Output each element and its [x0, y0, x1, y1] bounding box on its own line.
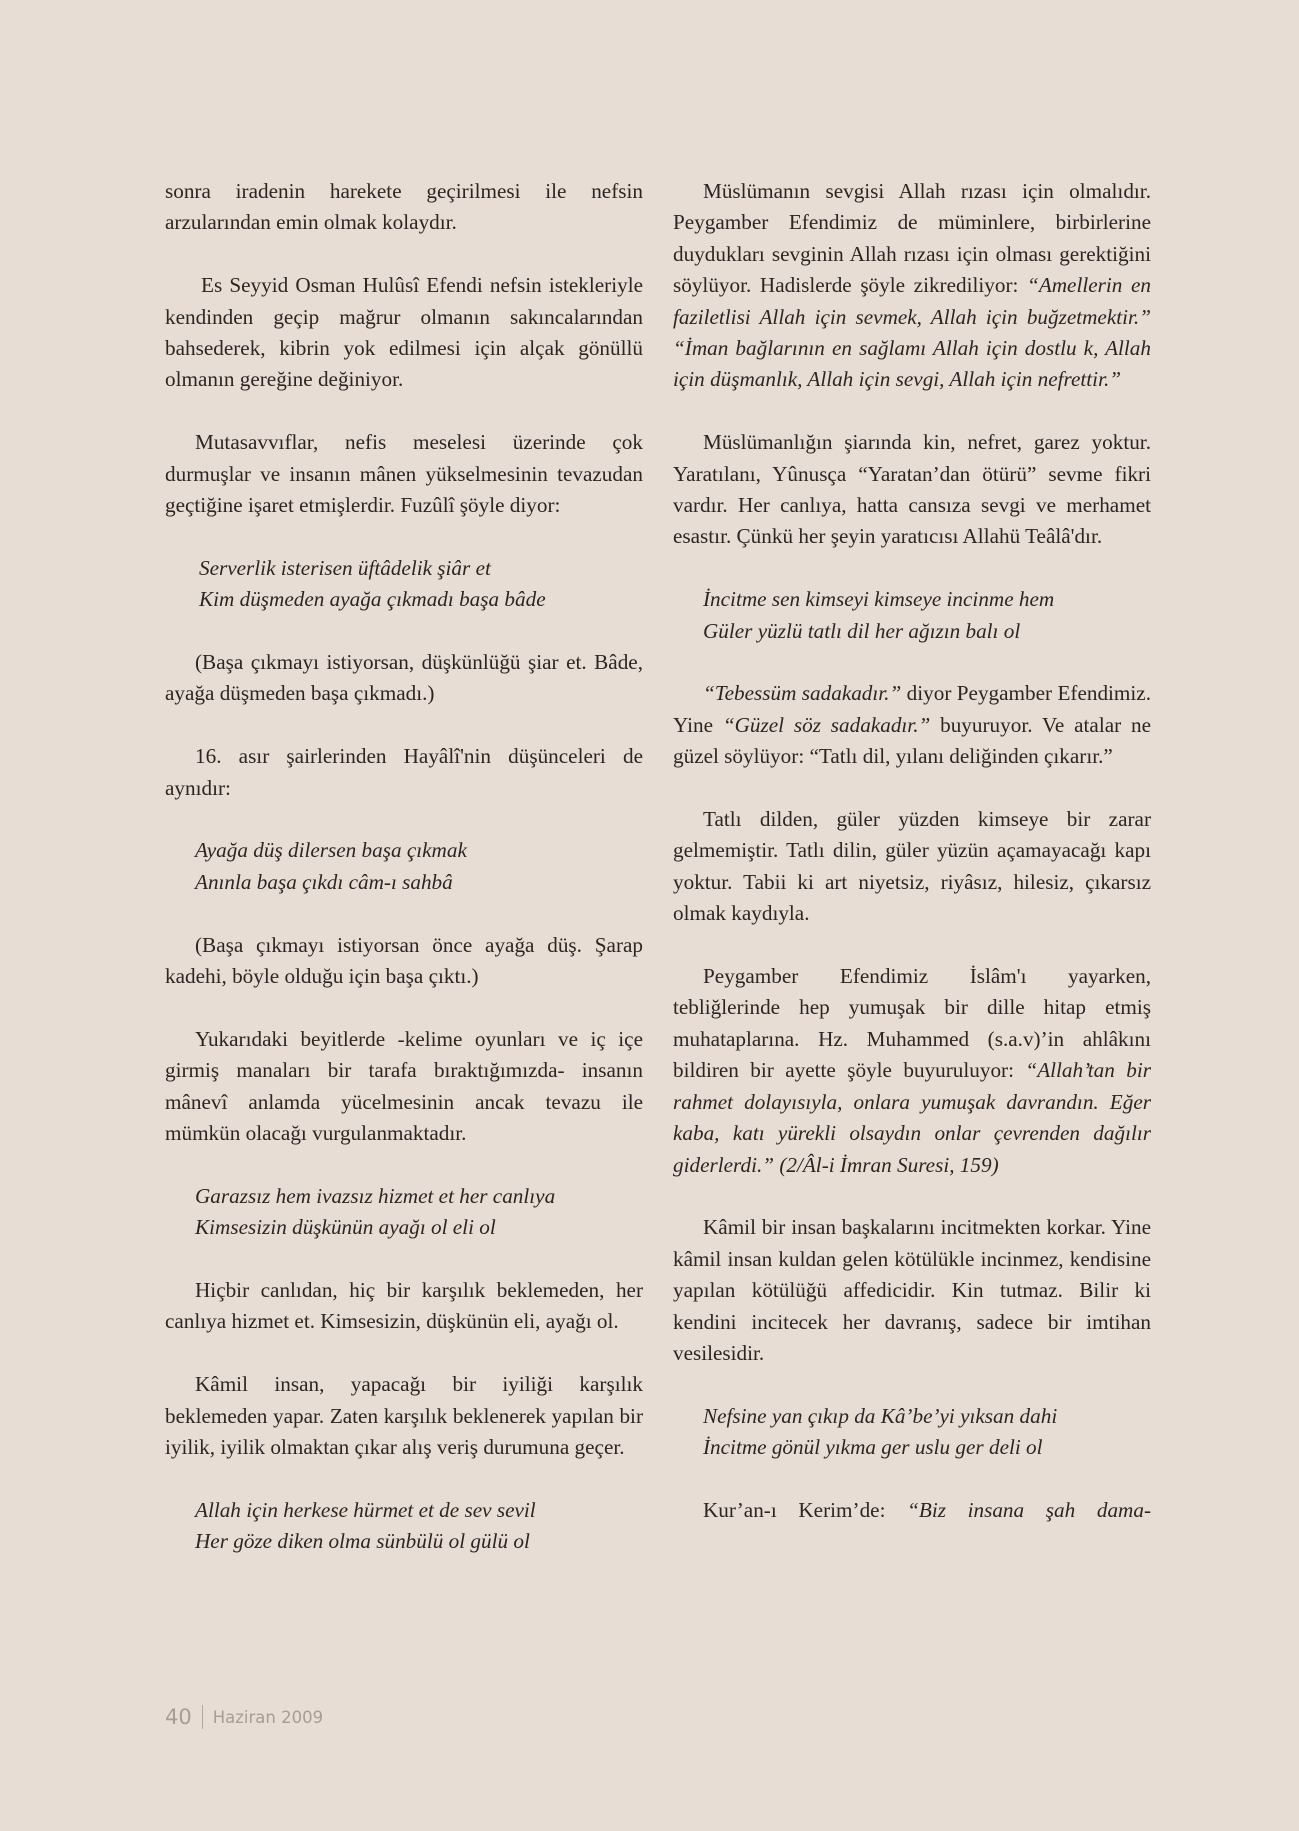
- paragraph-text: Peygamber Efendimiz İslâm'ı yayarken, tebliğlerinde hep yumuşak bir dille hitap etmiş muhataplarına. Hz. Muhammed (s.a.v)’in ahlâkını bildiren bir ayette şöyle buyuruluyor:: [673, 964, 1151, 1083]
- hadith-quote: “Güzel söz sadakadır.”: [722, 712, 931, 737]
- verse-line: Güler yüzlü tatlı dil her ağızın balı ol: [703, 618, 1021, 643]
- verse-quote: “Biz insana şah dama-: [907, 1497, 1151, 1522]
- verse-line: Garazsız hem ivazsız hizmet et her canlıya: [195, 1183, 556, 1208]
- paragraph-text: buyuruyor. Ve atalar ne güzel söylüyor: “Tatlı dil, yılanı deliğinden çıkarır.”: [673, 712, 1151, 769]
- paragraph: Yukarıdaki beyitlerde -kelime oyunları ve iç içe girmiş manaları bir tarafa bıraktığımızda- insanın mânevî anlamda yücelmesinin ancak tevazu ile mümkün olacağı vurgulanmaktadır.: [165, 1026, 643, 1146]
- paragraph: (Başa çıkmayı istiyorsan, düşkünlüğü şiar et. Bâde, ayağa düşmeden başa çıkmadı.): [165, 650, 643, 706]
- paragraph: 16. asır şairlerinden Hayâlî'nin düşünceleri de aynıdır:: [165, 744, 643, 800]
- paragraph: [673, 678, 1151, 772]
- paragraph: Hiçbir canlıdan, hiç bir karşılık beklemeden, her canlıya hizmet et. Kimsesizin, düşkünün eli, ayağı ol.: [165, 1278, 643, 1334]
- paragraph-text: Kur’an-ı Kerim’de:: [703, 1497, 908, 1522]
- verse-line: Kim düşmeden ayağa çıkmadı başa bâde: [199, 587, 546, 612]
- paragraph: Es Seyyid Osman Hulûsî Efendi nefsin istekleriyle kendinden geçip mağrur olmanın sakıncalarından bahsederek, kibrin yok edilmesi için alçak gönüllü olmanın gereğine değiniyor.: [165, 273, 643, 392]
- verse-line: Ayağa düş dilersen başa çıkmak: [195, 838, 467, 863]
- page-number: 40: [165, 1705, 192, 1729]
- verse-line: Nefsine yan çıkıp da Kâ’be’yi yıksan dahi: [703, 1403, 1058, 1428]
- verse: [673, 584, 1151, 647]
- verse-line: Serverlik isterisen üftâdelik şiâr et: [199, 555, 491, 580]
- hadith-quote: “Amellerin en faziletlisi Allah için sevmek, Allah için buğzetmektir.” “İman bağlarının en sağlamı Allah için dostlu k, Allah için düşmanlık, Allah için sevgi, Allah için nefrettir.”: [673, 273, 1151, 392]
- verse: [673, 1401, 1151, 1464]
- paragraph-text: diyor Peygamber Efendimiz. Yine: [673, 681, 1151, 737]
- paragraph: Mutasavvıflar, nefis meselesi üzerinde çok durmuşlar ve insanın mânen yükselmesinin tevazudan geçtiğine işaret etmişlerdir. Fuzûlî şöyle diyor:: [165, 430, 643, 518]
- verse: [165, 1181, 643, 1244]
- paragraph: Kâmil bir insan başkalarını incitmekten korkar. Yine kâmil insan kuldan gelen kötülükle incinmez, kendisine yapılan kötülüğü affedicidir. Kin tutmaz. Bilir ki kendini incitecek her davranış, sadece bir imtihan vesilesidir.: [673, 1215, 1151, 1365]
- verse-line: Anınla başa çıkdı câm-ı sahbâ: [195, 869, 453, 894]
- paragraph: [673, 1495, 1151, 1526]
- paragraph: Kâmil insan, yapacağı bir iyiliği karşılık beklemeden yapar. Zaten karşılık beklenerek yapılan bir iyilik, iyilik olmaktan çıkar alış veriş durumuna geçer.: [165, 1372, 643, 1460]
- paragraph: [673, 176, 1151, 396]
- issue-date: Haziran 2009: [212, 1707, 324, 1727]
- page-footer: [165, 1705, 323, 1729]
- footer-divider: [202, 1705, 203, 1729]
- paragraph: Tatlı dilden, güler yüzden kimseye bir zarar gelmemiştir. Tatlı dilin, güler yüzün açamayacağı kapı yoktur. Tabii ki art niyetsiz, riyâsız, hilesiz, çıkarsız olmak kaydıyla.: [673, 807, 1151, 926]
- paragraph: (Başa çıkmayı istiyorsan önce ayağa düş. Şarap kadehi, böyle olduğu için başa çıktı.): [165, 932, 643, 989]
- verse: [165, 835, 643, 898]
- verse-line: Kimsesizin düşkünün ayağı ol eli ol: [195, 1215, 496, 1240]
- paragraph: [673, 961, 1151, 1181]
- paragraph-text: Müslümanın sevgisi Allah rızası için olmalıdır. Peygamber Efendimiz de müminlere, birbirlerine duydukları sevginin Allah rızası için olması gerektiğini söylüyor. Hadislerde şöyle zikrediliyor:: [673, 179, 1151, 298]
- right-column: [673, 176, 1151, 1558]
- paragraph: Müslümanlığın şiarında kin, nefret, garez yoktur. Yaratılanı, Yûnusça “Yaratan’dan ötürü” sevme fikri vardır. Her canlıya, hatta cansıza sevgi ve merhamet esastır. Çünkü her şeyin yaratıcısı Allahü Teâlâ'dır.: [673, 430, 1151, 549]
- left-column: [165, 176, 643, 1589]
- verse: [165, 553, 643, 616]
- verse-line: Her göze diken olma sünbülü ol gülü ol: [195, 1529, 530, 1554]
- hadith-quote: “Tebessüm sadakadır.”: [703, 681, 902, 706]
- verse-line: Allah için herkese hürmet et de sev sevil: [195, 1497, 536, 1522]
- verse-quote: “Allah’tan bir rahmet dolayısıyla, onlara yumuşak davrandın. Eğer kaba, katı yürekli olsaydın onlar çevrenden dağılır giderlerdi.” (2/Âl-i İmran Suresi, 159): [673, 1058, 1152, 1177]
- verse-line: İncitme sen kimseyi kimseye incinme hem: [703, 587, 1055, 612]
- verse-line: İncitme gönül yıkma ger uslu ger deli ol: [703, 1435, 1043, 1460]
- verse: [165, 1495, 643, 1558]
- paragraph: sonra iradenin harekete geçirilmesi ile nefsin arzularından emin olmak kolaydır.: [165, 179, 643, 235]
